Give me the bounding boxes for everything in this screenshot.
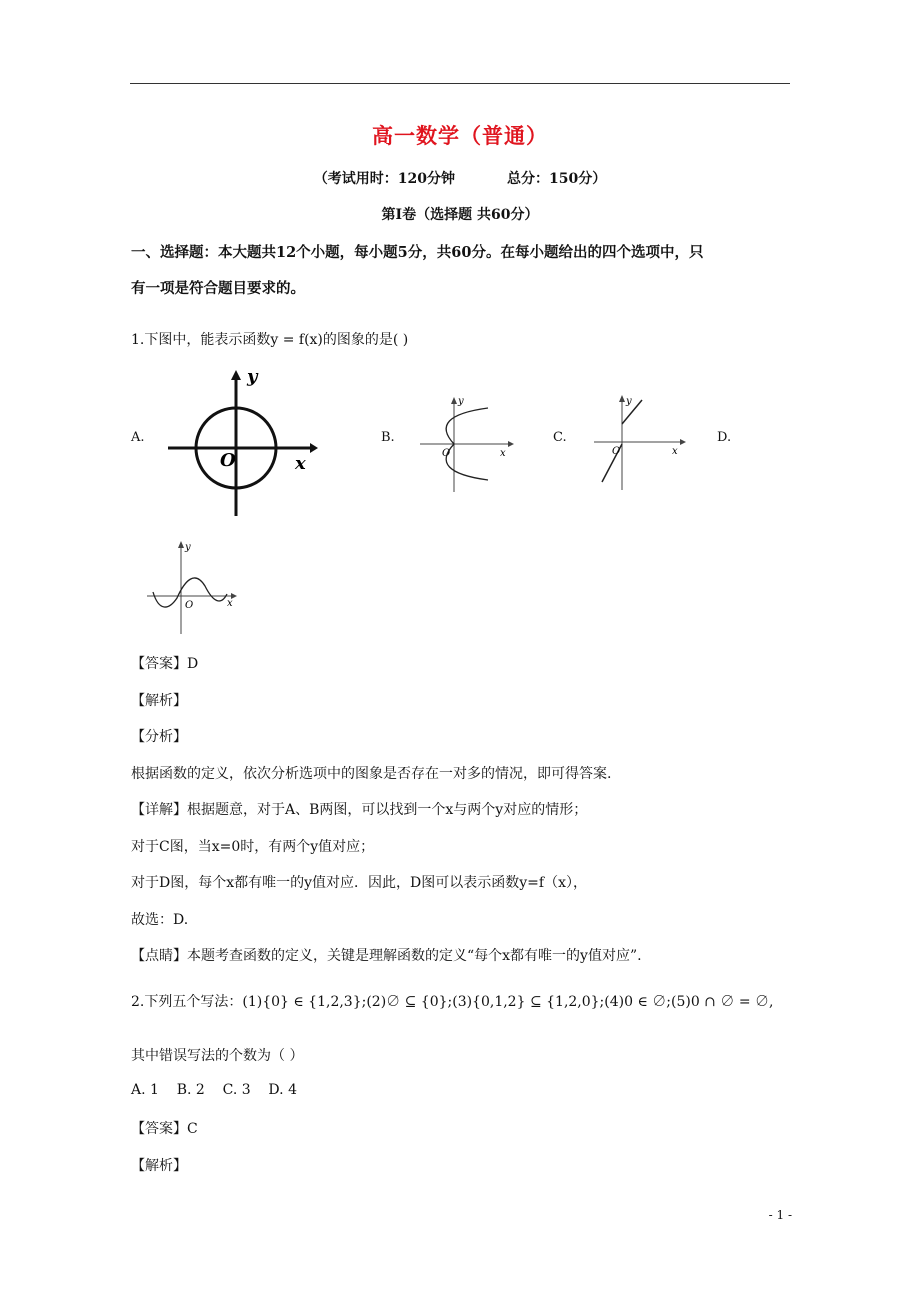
exam-meta [0, 168, 920, 188]
figure-b-parabola [418, 394, 518, 494]
fig-a-x-label: x [295, 453, 306, 474]
fig-d-x-label: x [227, 598, 233, 609]
option-d-label: D. [717, 430, 732, 445]
instructions-line-1: 一、选择题：本大题共12个小题，每小题5分，共60分。在每小题给出的四个选项中，只 [131, 244, 704, 261]
fig-c-x-label: x [672, 446, 678, 457]
q1-stem: 1.下图中，能表示函数y = f(x)的图象的是( ) [131, 332, 409, 348]
option-c-label: C. [553, 430, 567, 445]
figure-d-wave [145, 536, 245, 636]
fig-b-origin-label: O [442, 448, 451, 459]
q1-detail-1: 【详解】根据题意，对于A、B两图，可以找到一个x与两个y对应的情形； [131, 802, 588, 818]
fig-b-x-label: x [500, 448, 506, 459]
page-title: 高一数学（普通） [372, 123, 548, 148]
fig-d-origin-label: O [185, 600, 194, 611]
q1-detail-4: 故选：D. [131, 912, 189, 928]
q1-fenxi-text: 根据函数的定义，依次分析选项中的图象是否存在一对多的情况，即可得答案. [131, 766, 612, 782]
q1-detail-3: 对于D图，每个x都有唯一的y值对应．因此，D图可以表示函数y=f（x）， [131, 875, 587, 891]
instructions-line-2: 有一项是符合题目要求的。 [131, 280, 305, 297]
q2-stem: 2.下列五个写法：(1){0} ∈ {1,2,3};(2)∅ ⊆ {0};(3){0,1,2} ⊆ {1,2,0};(4)0 ∈ ∅;(5)0 ∩ ∅ = ∅, [131, 994, 774, 1010]
option-b-label: B. [381, 430, 395, 445]
fig-d-y-label: y [185, 542, 191, 553]
section-heading: 第Ⅰ卷（选择题 共60分） [381, 207, 539, 223]
option-a-label: A. [131, 430, 145, 445]
q1-dianjing: 【点睛】本题考查函数的定义，关键是理解函数的定义“每个x都有唯一的y值对应”. [131, 948, 642, 964]
figure-c-piecewise [592, 394, 688, 494]
q2-stem-2: 其中错误写法的个数为（ ） [131, 1048, 304, 1064]
fig-b-y-label: y [458, 396, 464, 407]
q1-answer: 【答案】D [131, 656, 199, 672]
q2-answer: 【答案】C [131, 1121, 198, 1137]
header-rule [130, 83, 790, 84]
q1-detail-2: 对于C图，当x=0时，有两个y值对应； [131, 839, 375, 855]
fig-a-y-label: y [247, 366, 258, 387]
q1-fenxi-heading: 【分析】 [131, 729, 187, 745]
q1-analysis-heading: 【解析】 [131, 693, 187, 709]
fig-c-y-label: y [626, 396, 632, 407]
q2-options: A. 1 B. 2 C. 3 D. 4 [131, 1082, 297, 1098]
q2-analysis-heading: 【解析】 [131, 1158, 187, 1174]
figure-a-circle [160, 366, 320, 518]
page-number: - 1 - [768, 1208, 792, 1222]
fig-a-origin-label: O [220, 450, 236, 471]
total-score: 总分：150分） [507, 171, 607, 187]
exam-time: （考试用时：120分钟 [313, 171, 455, 187]
fig-c-origin-label: O [612, 446, 621, 457]
